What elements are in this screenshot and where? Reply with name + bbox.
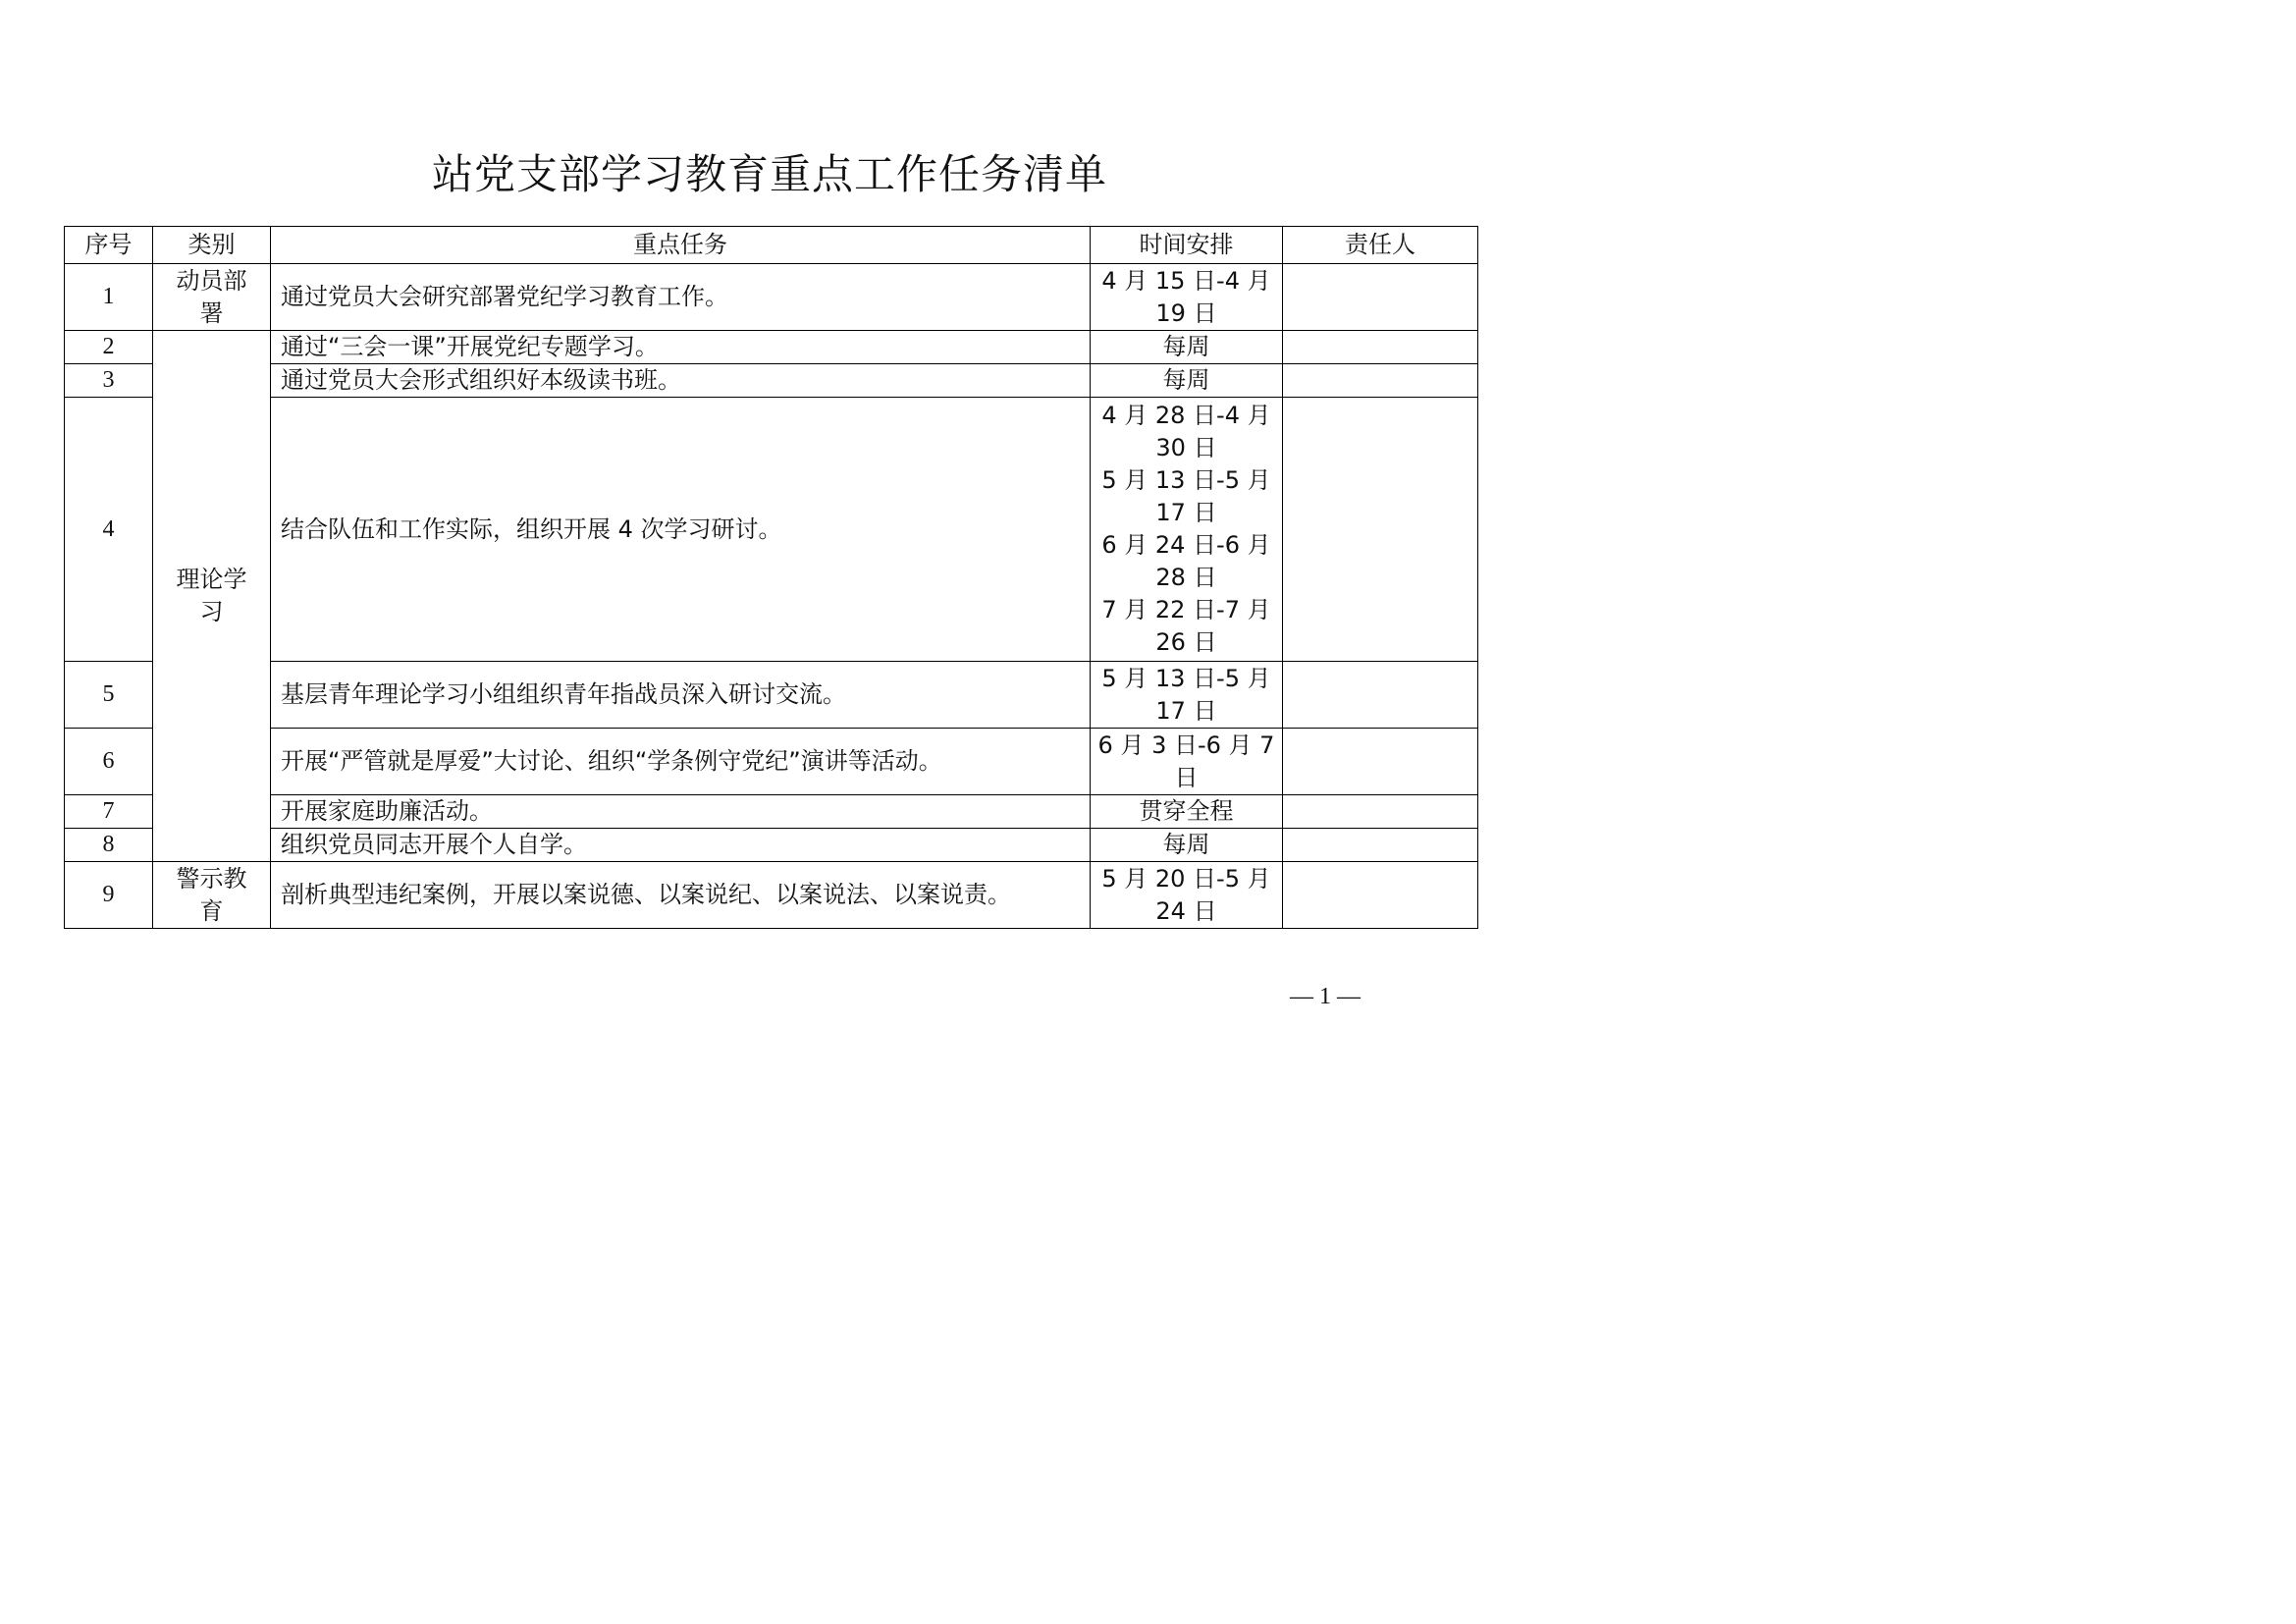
task-cell: 组织党员同志开展个人自学。 xyxy=(271,829,1091,862)
table-row xyxy=(65,264,1478,331)
category-line: 习 xyxy=(199,598,224,625)
task-cell: 基层青年理论学习小组组织青年指战员深入研讨交流。 xyxy=(271,662,1091,729)
owner-cell xyxy=(1283,364,1478,398)
header-category: 类别 xyxy=(153,227,271,264)
header-task: 重点任务 xyxy=(271,227,1091,264)
category-cell xyxy=(153,862,271,929)
time-line: 26 日 xyxy=(1155,628,1217,656)
time-line: 5 月 13 日-5 月 xyxy=(1101,466,1271,494)
time-line: 17 日 xyxy=(1155,499,1217,526)
time-cell xyxy=(1091,264,1283,331)
time-line: 每周 xyxy=(1162,366,1210,394)
time-cell xyxy=(1091,331,1283,364)
page-number: — 1 — xyxy=(1290,984,1361,1009)
time-line: 7 月 22 日-7 月 xyxy=(1101,596,1271,623)
table-row xyxy=(65,364,1478,398)
table-row xyxy=(65,662,1478,729)
owner-cell xyxy=(1283,264,1478,331)
row-number: 4 xyxy=(65,398,153,662)
row-number: 5 xyxy=(65,662,153,729)
task-cell: 结合队伍和工作实际，组织开展 4 次学习研讨。 xyxy=(271,398,1091,662)
task-cell: 通过党员大会形式组织好本级读书班。 xyxy=(271,364,1091,398)
table-row xyxy=(65,729,1478,795)
task-cell: 剖析典型违纪案例，开展以案说德、以案说纪、以案说法、以案说责。 xyxy=(271,862,1091,929)
time-line: 6 月 24 日-6 月 xyxy=(1101,531,1271,559)
time-cell xyxy=(1091,662,1283,729)
task-cell: 开展“严管就是厚爱”大讨论、组织“学条例守党纪”演讲等活动。 xyxy=(271,729,1091,795)
task-cell: 开展家庭助廉活动。 xyxy=(271,795,1091,829)
category-line: 署 xyxy=(199,298,224,327)
time-line: 5 月 20 日-5 月 xyxy=(1101,864,1271,893)
owner-cell xyxy=(1283,829,1478,862)
owner-cell xyxy=(1283,729,1478,795)
row-number: 6 xyxy=(65,729,153,795)
owner-cell xyxy=(1283,331,1478,364)
table-row xyxy=(65,795,1478,829)
time-line: 5 月 13 日-5 月 xyxy=(1101,664,1271,692)
time-line: 28 日 xyxy=(1155,564,1217,591)
category-cell xyxy=(153,331,271,862)
time-line: 每周 xyxy=(1162,831,1210,858)
row-number: 3 xyxy=(65,364,153,398)
time-cell xyxy=(1091,862,1283,929)
category-line: 育 xyxy=(199,896,224,925)
table-row xyxy=(65,398,1478,662)
time-line: 30 日 xyxy=(1155,434,1217,461)
owner-cell xyxy=(1283,398,1478,662)
time-line: 每周 xyxy=(1162,333,1210,360)
time-cell xyxy=(1091,364,1283,398)
row-number: 2 xyxy=(65,331,153,364)
task-cell: 通过党员大会研究部署党纪学习教育工作。 xyxy=(271,264,1091,331)
time-line: 日 xyxy=(1174,763,1199,791)
row-number: 9 xyxy=(65,862,153,929)
row-number: 8 xyxy=(65,829,153,862)
time-line: 4 月 15 日-4 月 xyxy=(1101,266,1271,295)
row-number: 7 xyxy=(65,795,153,829)
task-cell: 通过“三会一课”开展党纪专题学习。 xyxy=(271,331,1091,364)
owner-cell xyxy=(1283,862,1478,929)
page-title: 站党支部学习教育重点工作任务清单 xyxy=(431,150,1107,198)
table-row xyxy=(65,829,1478,862)
time-line: 24 日 xyxy=(1155,896,1217,925)
header-num: 序号 xyxy=(65,227,153,264)
table-row xyxy=(65,331,1478,364)
time-cell xyxy=(1091,729,1283,795)
header-owner: 责任人 xyxy=(1283,227,1478,264)
category-line: 理论学 xyxy=(176,566,247,593)
time-line: 17 日 xyxy=(1155,696,1217,725)
time-cell xyxy=(1091,829,1283,862)
owner-cell xyxy=(1283,795,1478,829)
table-header-row xyxy=(65,227,1478,264)
time-line: 6 月 3 日-6 月 7 xyxy=(1097,731,1275,759)
time-line: 4 月 28 日-4 月 xyxy=(1101,402,1271,429)
task-table xyxy=(64,226,1478,929)
category-line: 动员部 xyxy=(176,266,247,295)
time-cell xyxy=(1091,795,1283,829)
time-line: 贯穿全程 xyxy=(1139,797,1234,825)
time-line: 19 日 xyxy=(1155,298,1217,327)
header-time: 时间安排 xyxy=(1091,227,1283,264)
time-cell xyxy=(1091,398,1283,662)
table-row xyxy=(65,862,1478,929)
category-line: 警示教 xyxy=(176,864,247,893)
owner-cell xyxy=(1283,662,1478,729)
category-cell xyxy=(153,264,271,331)
row-number: 1 xyxy=(65,264,153,331)
